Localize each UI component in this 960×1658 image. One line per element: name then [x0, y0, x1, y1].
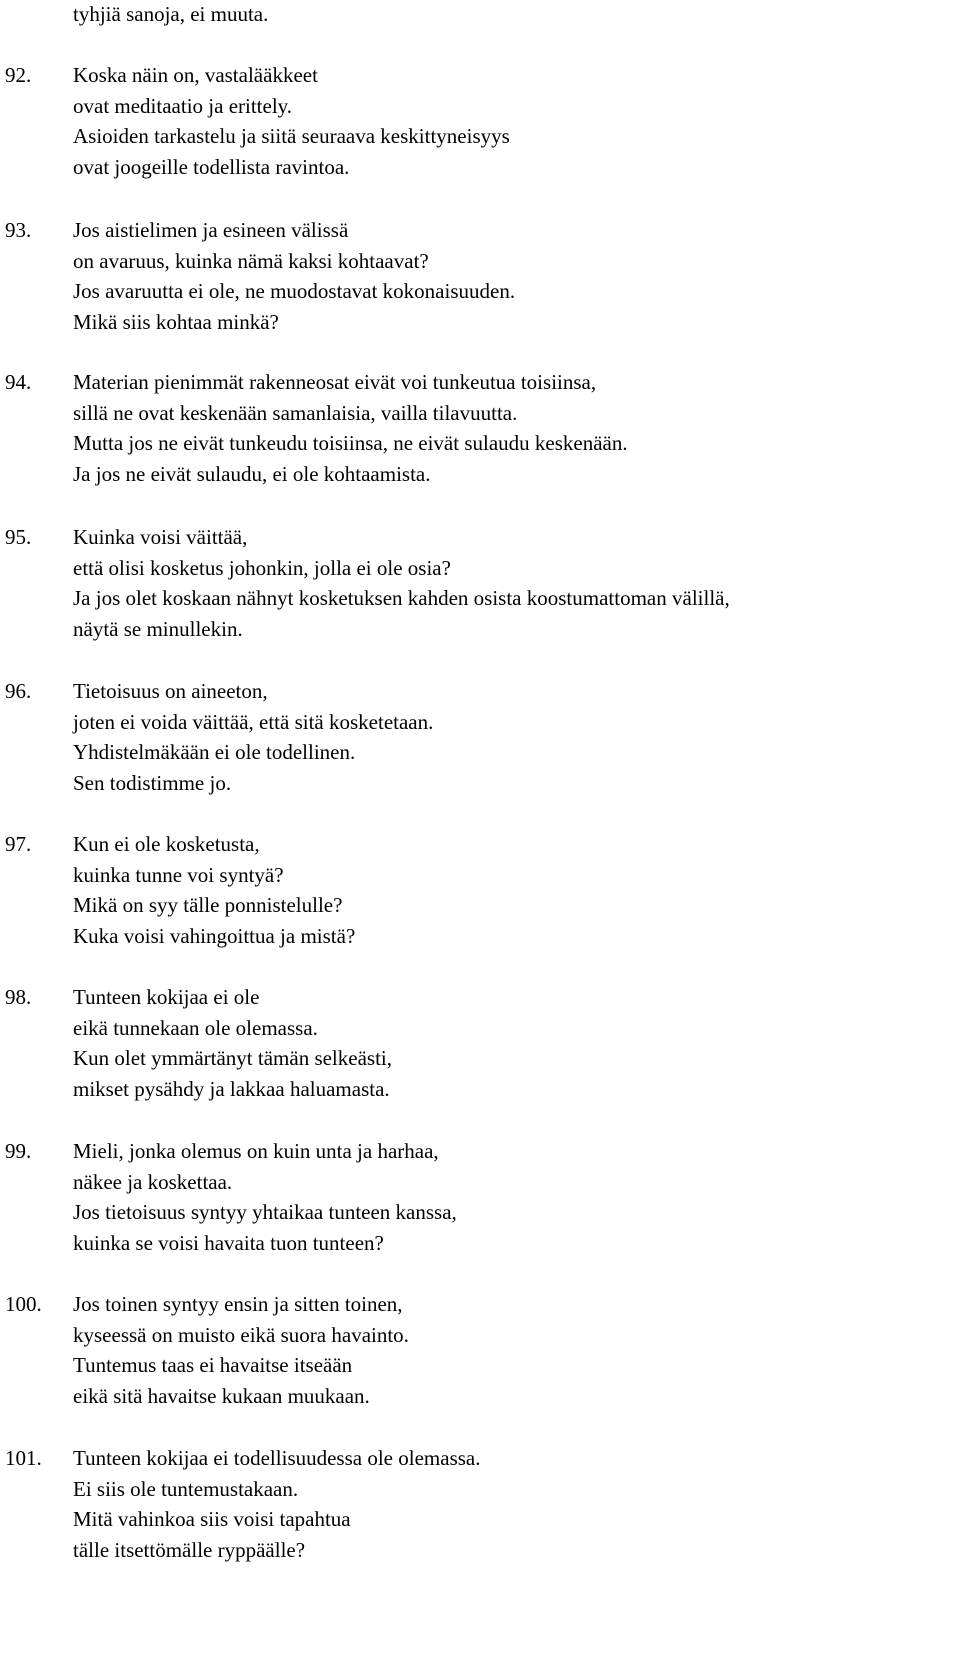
- verse-line: Sen todistimme jo.: [73, 770, 232, 795]
- verse-line: Kun ei ole kosketusta,: [73, 832, 260, 856]
- verse-line: eikä tunnekaan ole olemassa.: [73, 1015, 318, 1040]
- verse-line: Tunteen kokijaa ei ole: [73, 985, 260, 1009]
- verse-line: Mieli, jonka olemus on kuin unta ja harhaa,: [73, 1139, 439, 1163]
- verse-line: Kuinka voisi väittää,: [73, 525, 248, 549]
- verse-number: 97.: [5, 832, 32, 856]
- verse-line: Koska näin on, vastalääkkeet: [73, 63, 318, 87]
- verse-number: 93.: [5, 218, 32, 242]
- verse-line: Tietoisuus on aineeton,: [73, 679, 268, 703]
- verse-line: Jos avaruutta ei ole, ne muodostavat kokonaisuuden.: [73, 279, 516, 303]
- verse-line: Kun olet ymmärtänyt tämän selkeästi,: [73, 1046, 392, 1070]
- verse-number: 99.: [5, 1139, 32, 1163]
- verse-line: näkee ja koskettaa.: [73, 1169, 233, 1194]
- verse-line: että olisi kosketus johonkin, jolla ei ole osia?: [73, 555, 451, 580]
- verse-line: sillä ne ovat keskenään samanlaisia, vailla tilavuutta.: [73, 400, 518, 425]
- verse-number: 100.: [5, 1292, 42, 1316]
- verse-number: 98.: [5, 985, 32, 1009]
- verse-line: Asioiden tarkastelu ja siitä seuraava keskittyneisyys: [73, 124, 510, 148]
- verse-number: 95.: [5, 525, 32, 549]
- verse-line: Mutta jos ne eivät tunkeudu toisiinsa, ne eivät sulaudu keskenään.: [73, 431, 628, 455]
- verse-line: kyseessä on muisto eikä suora havainto.: [73, 1322, 409, 1347]
- verse-line: Ja jos ne eivät sulaudu, ei ole kohtaamista.: [73, 461, 431, 486]
- verse-line: mikset pysähdy ja lakkaa haluamasta.: [73, 1076, 390, 1101]
- verse-line: kuinka tunne voi syntyä?: [73, 862, 284, 887]
- verse-line: Tunteen kokijaa ei todellisuudessa ole olemassa.: [73, 1446, 481, 1470]
- verse-line: Kuka voisi vahingoittua ja mistä?: [73, 923, 356, 948]
- verse-line: Jos aistielimen ja esineen välissä: [73, 218, 349, 242]
- verse-number: 96.: [5, 679, 32, 703]
- verse-line: Ja jos olet koskaan nähnyt kosketuksen kahden osista koostumattoman välillä,: [73, 586, 730, 610]
- verse-line: ovat joogeille todellista ravintoa.: [73, 154, 350, 179]
- verse-line: on avaruus, kuinka nämä kaksi kohtaavat?: [73, 248, 429, 273]
- verse-line: ovat meditaatio ja erittely.: [73, 93, 293, 118]
- verse-number: 92.: [5, 63, 32, 87]
- verse-line: Ei siis ole tuntemustakaan.: [73, 1476, 299, 1501]
- verse-line: Mitä vahinkoa siis voisi tapahtua: [73, 1507, 351, 1531]
- verse-line: joten ei voida väittää, että sitä kosketetaan.: [73, 709, 434, 734]
- verse-line: Jos tietoisuus syntyy yhtaikaa tunteen kanssa,: [73, 1200, 457, 1224]
- verse-number: 94.: [5, 370, 32, 394]
- intro-line: tyhjiä sanoja, ei muuta.: [73, 2, 269, 26]
- verse-line: Mikä siis kohtaa minkä?: [73, 309, 279, 334]
- verse-line: tälle itsettömälle ryppäälle?: [73, 1537, 306, 1562]
- verse-line: Mikä on syy tälle ponnistelulle?: [73, 893, 343, 917]
- verse-line: kuinka se voisi havaita tuon tunteen?: [73, 1230, 384, 1255]
- verse-number: 101.: [5, 1446, 42, 1470]
- verse-line: Yhdistelmäkään ei ole todellinen.: [73, 740, 356, 764]
- verse-line: eikä sitä havaitse kukaan muukaan.: [73, 1383, 370, 1408]
- verse-line: Jos toinen syntyy ensin ja sitten toinen,: [73, 1292, 403, 1316]
- verse-line: Materian pienimmät rakenneosat eivät voi tunkeutua toisiinsa,: [73, 370, 597, 394]
- verse-line: Tuntemus taas ei havaitse itseään: [73, 1353, 353, 1377]
- verse-line: näytä se minullekin.: [73, 616, 243, 641]
